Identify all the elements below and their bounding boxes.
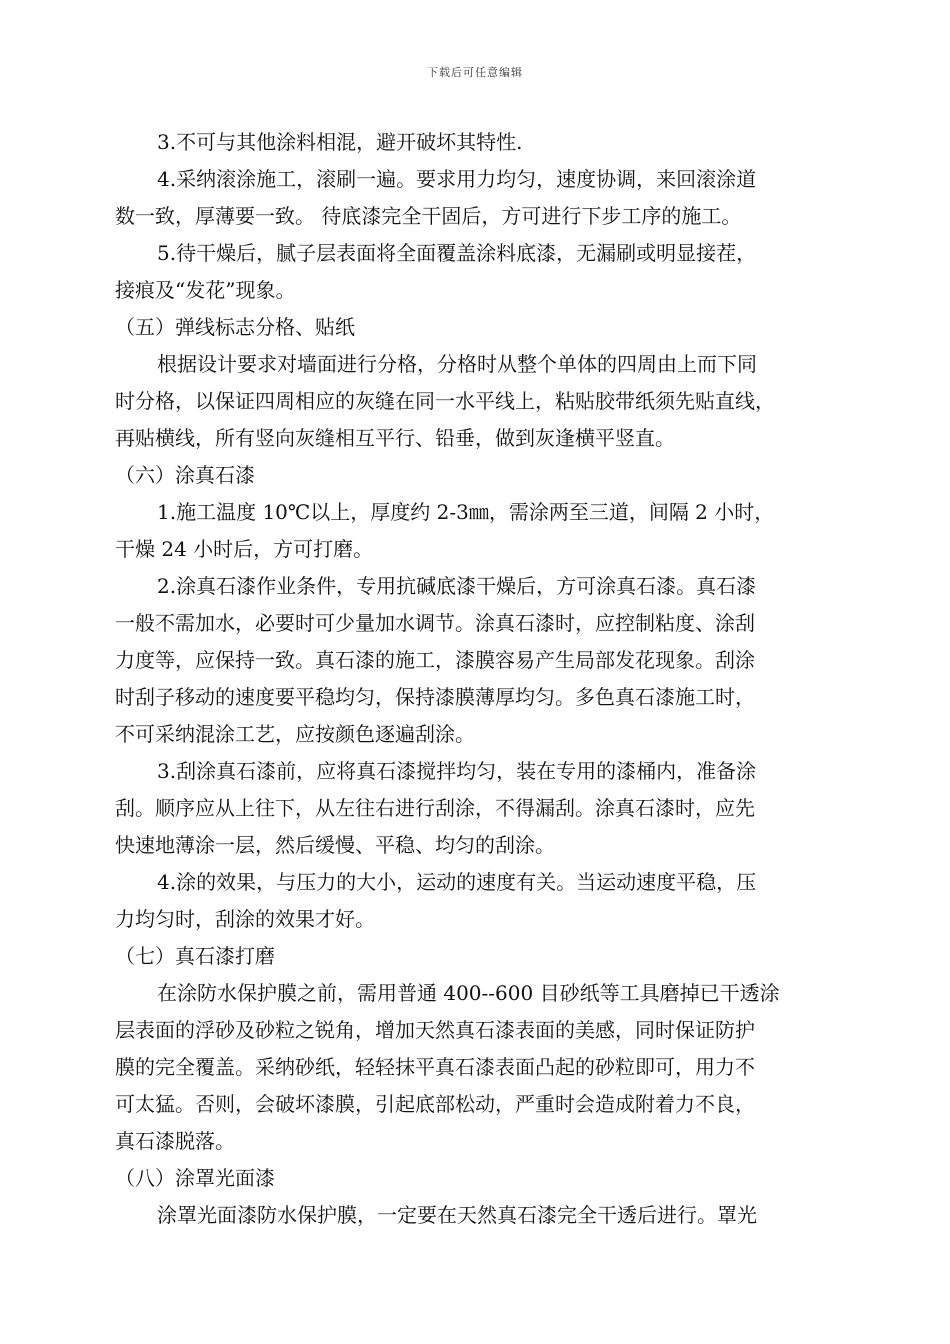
text-line: 力度等，应保持一致。真石漆的施工，漆膜容易产生局部发花现象。刮涂 [115,648,755,672]
section-heading: （八）涂罩光面漆 [115,1166,275,1190]
text-line: 5.待干燥后，腻子层表面将全面覆盖涂料底漆，无漏刷或明显接茬， [157,241,757,265]
section-heading: （五）弹线标志分格、贴纸 [115,315,355,339]
text-line: 1.施工温度 10℃以上，厚度约 2-3㎜，需涂两至三道，间隔 2 小时， [157,500,775,524]
text-line: 数一致，厚薄要一致。 待底漆完全干固后，方可进行下步工序的施工。 [115,204,742,228]
text-line: 在涂防水保护膜之前，需用普通 400--600 目砂纸等工具磨掉已干透涂 [157,981,780,1005]
text-line: 一般不需加水，必要时可少量加水调节。涂真石漆时，应控制粘度、涂刮 [115,611,755,635]
text-line: 3.不可与其他涂料相混，避开破坏其特性. [157,130,523,154]
text-line: 接痕及“发花”现象。 [115,278,296,302]
text-line: 刮。顺序应从上往下，从左往右进行刮涂，不得漏刮。涂真石漆时，应先 [115,796,755,820]
text-line: 根据设计要求对墙面进行分格，分格时从整个单体的四周由上而下同 [157,352,757,376]
section-heading: （六）涂真石漆 [115,463,255,487]
text-line: 涂罩光面漆防水保护膜，一定要在天然真石漆完全干透后进行。罩光 [157,1203,757,1227]
text-line: 4.采纳滚涂施工，滚刷一遍。要求用力均匀，速度协调，来回滚涂道 [157,167,757,191]
text-line: 快速地薄涂一层，然后缓慢、平稳、均匀的刮涂。 [115,833,555,857]
text-line: 4.涂的效果，与压力的大小，运动的速度有关。当运动速度平稳，压 [157,870,757,894]
document-body [115,124,845,1234]
text-line: 干燥 24 小时后，方可打磨。 [115,537,374,561]
text-line: 层表面的浮砂及砂粒之锐角，增加天然真石漆表面的美感，同时保证防护 [115,1018,755,1042]
section-heading: （七）真石漆打磨 [115,944,275,968]
text-line: 可太猛。否则，会破坏漆膜，引起底部松动，严重时会造成附着力不良， [115,1092,755,1116]
text-line: 不可采纳混涂工艺，应按颜色逐遍刮涂。 [115,722,475,746]
text-line: 真石漆脱落。 [115,1129,235,1153]
page-header: 下载后可任意编辑 [427,66,523,79]
text-line: 时刮子移动的速度要平稳均匀，保持漆膜薄厚均匀。多色真石漆施工时， [115,685,755,709]
text-line: 膜的完全覆盖。采纳砂纸，轻轻抹平真石漆表面凸起的砂粒即可，用力不 [115,1055,755,1079]
text-line: 力均匀时，刮涂的效果才好。 [115,907,375,931]
text-line: 时分格，以保证四周相应的灰缝在同一水平线上，粘贴胶带纸须先贴直线， [115,389,775,413]
text-line: 2.涂真石漆作业条件，专用抗碱底漆干燥后，方可涂真石漆。真石漆 [157,574,757,598]
text-line: 再贴横线，所有竖向灰缝相互平行、铅垂，做到灰逢横平竖直。 [115,426,675,450]
text-line: 3.刮涂真石漆前，应将真石漆搅拌均匀，装在专用的漆桶内，准备涂 [157,759,757,783]
